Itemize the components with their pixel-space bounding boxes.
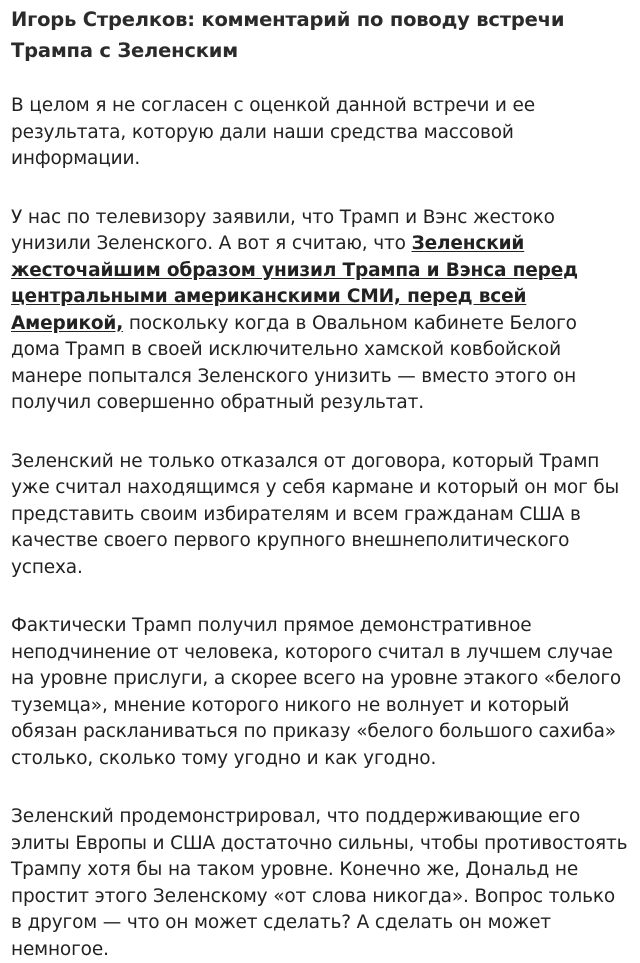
article-title: Игорь Стрелков: комментарий по поводу встречи Трампа с Зеленским — [11, 8, 565, 62]
paragraph-2-emphasis: Зеленский жесточайшим образом унизил Трампа и Вэнса перед центральными американскими СМИ, перед всей Америкой, — [11, 233, 578, 334]
paragraph-2 — [11, 205, 630, 417]
paragraph-2-intro: У нас по телевизору заявили, что Трамп и Вэнс жестоко унизили Зеленского. А вот я считаю, что — [11, 206, 555, 254]
paragraph-3: Зеленский не только отказался от договора, который Трамп уже считал находящимся у себя кармане и который он мог бы представить своим избирателям и всем гражданам США в качестве своего первого крупного внешнеполитического успеха. — [11, 450, 620, 578]
paragraph-2-rest: поскольку когда в Овальном кабинете Белого дома Трамп в своей исключительно хамской ковбойской манере попытался Зеленского унизить — вместо этого он получил совершенно обратный результат. — [11, 312, 577, 413]
paragraph-1: В целом я не согласен с оценкой данной встречи и ее результата, которую дали наши средства массовой информации. — [11, 95, 535, 169]
paragraph-4: Фактически Трамп получил прямое демонстративное неподчинение от человека, которого считал в лучшем случае на уровне прислуги, а скорее всего на уровне этакого «белого туземца», мнение которого никого не волнует и который обязан раскланиваться по приказу «белого большого сахиба» столько, сколько тому угодно и как угодно. — [11, 615, 622, 769]
paragraph-5: Зеленский продемонстрировал, что поддерживающие его элиты Европы и США достаточно сильны, чтобы противостоять Трампу хотя бы на таком уровне. Конечно же, Дональд не простит этого Зеленскому «от слова никогда». Вопрос только в другом — что он может сделать? А сделать он может немногое. — [11, 806, 628, 960]
